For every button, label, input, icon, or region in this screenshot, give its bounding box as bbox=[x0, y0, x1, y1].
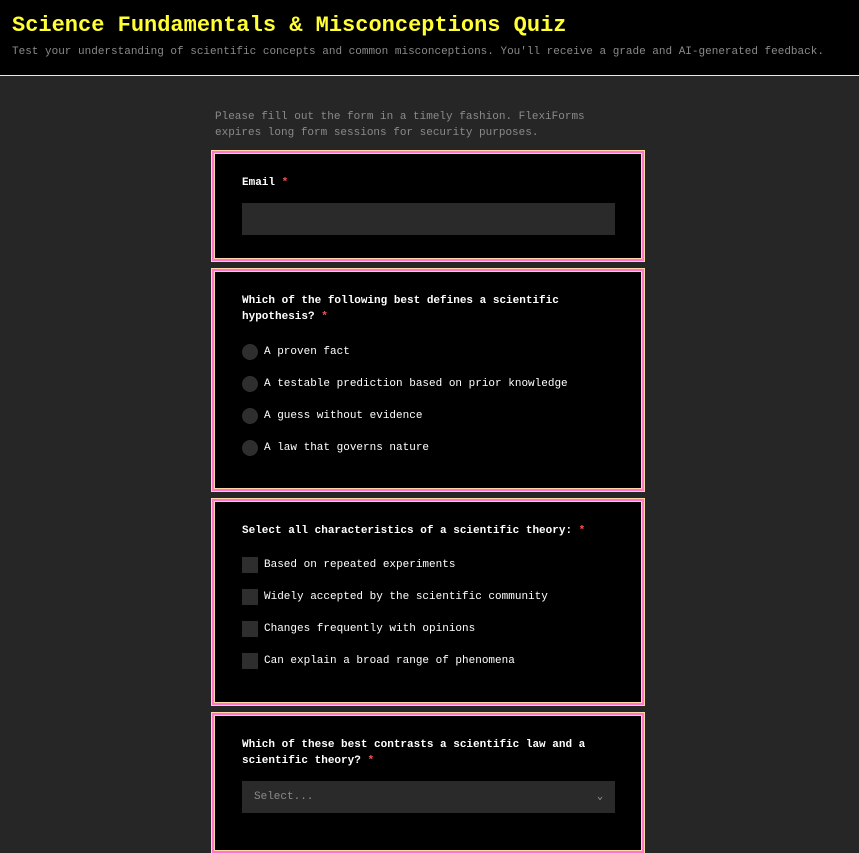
law-theory-select[interactable] bbox=[242, 781, 615, 813]
checkbox[interactable] bbox=[242, 589, 258, 605]
option-label: Based on repeated experiments bbox=[264, 559, 456, 571]
email-label: Email * bbox=[242, 177, 289, 189]
form-container bbox=[212, 109, 644, 853]
required-marker: * bbox=[321, 311, 328, 323]
hypothesis-option[interactable] bbox=[242, 344, 614, 360]
option-label: Widely accepted by the scientific community bbox=[264, 591, 548, 603]
theory-option[interactable] bbox=[242, 557, 614, 573]
option-label: A guess without evidence bbox=[264, 410, 423, 422]
page-subtitle: Test your understanding of scientific concepts and common misconceptions. You'll receive a grade and AI-generated feedback. bbox=[12, 46, 824, 58]
hypothesis-options bbox=[242, 344, 614, 456]
hypothesis-question-label: Which of the following best defines a scientific hypothesis? * bbox=[242, 295, 559, 323]
radio-button[interactable] bbox=[242, 440, 258, 456]
theory-option[interactable] bbox=[242, 589, 614, 605]
required-marker: * bbox=[281, 177, 289, 189]
checkbox[interactable] bbox=[242, 621, 258, 637]
required-marker: * bbox=[367, 755, 375, 767]
checkbox[interactable] bbox=[242, 557, 258, 573]
option-label: Changes frequently with opinions bbox=[264, 623, 476, 635]
hypothesis-option[interactable] bbox=[242, 408, 614, 424]
session-notice: Please fill out the form in a timely fashion. FlexiForms expires long form sessions for security purposes. bbox=[215, 111, 585, 139]
chevron-down-icon: ⌄ bbox=[596, 792, 603, 803]
radio-button[interactable] bbox=[242, 408, 258, 424]
page-title: Science Fundamentals & Misconceptions Quiz bbox=[12, 13, 567, 38]
email-question-card bbox=[212, 151, 644, 261]
theory-option[interactable] bbox=[242, 621, 614, 637]
select-placeholder: Select... bbox=[254, 791, 314, 803]
hypothesis-question-card bbox=[212, 269, 644, 491]
page-header bbox=[0, 0, 859, 76]
checkbox[interactable] bbox=[242, 653, 258, 669]
theory-question-card bbox=[212, 499, 644, 705]
hypothesis-option[interactable] bbox=[242, 440, 614, 456]
email-field[interactable] bbox=[242, 203, 615, 235]
option-label: A testable prediction based on prior knowledge bbox=[264, 378, 568, 390]
hypothesis-option[interactable] bbox=[242, 376, 614, 392]
theory-options bbox=[242, 557, 614, 669]
theory-option[interactable] bbox=[242, 653, 614, 669]
option-label: Can explain a broad range of phenomena bbox=[264, 655, 515, 667]
law-theory-question-label: Which of these best contrasts a scientific law and a scientific theory? * bbox=[242, 739, 586, 767]
option-label: A law that governs nature bbox=[264, 442, 430, 454]
radio-button[interactable] bbox=[242, 344, 258, 360]
required-marker: * bbox=[578, 525, 586, 537]
law-theory-question-card bbox=[212, 713, 644, 853]
theory-question-label: Select all characteristics of a scientific theory: * bbox=[242, 525, 586, 537]
option-label: A proven fact bbox=[264, 346, 350, 358]
radio-button[interactable] bbox=[242, 376, 258, 392]
